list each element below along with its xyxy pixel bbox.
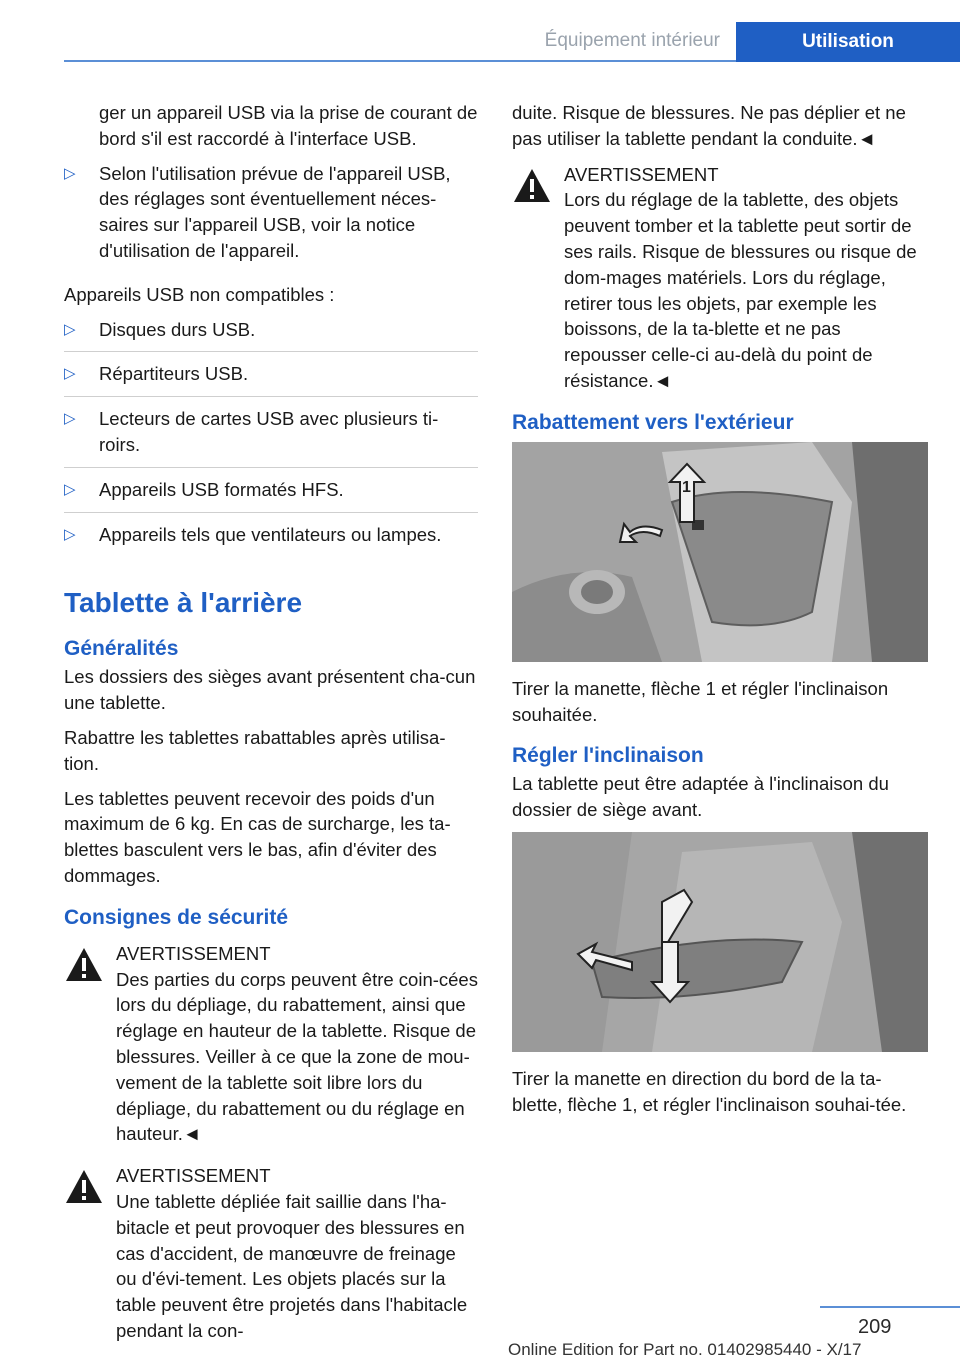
list-item: [64, 522, 478, 557]
fold-heading: Rabattement vers l'extérieur: [512, 410, 794, 434]
list-item-text: Selon l'utilisation prévue de l'appareil USB, des réglages sont éventuellement néces-saires sur l'appareil USB, voir la notice d'utilisation de l'appareil.: [99, 162, 451, 261]
warning-triangle-icon: [64, 945, 104, 985]
warning-continuation: duite. Risque de blessures. Ne pas déplier et ne pas utiliser la tablette pendant la conduite.◄: [512, 102, 906, 149]
list-item-text: Appareils USB formatés HFS.: [99, 478, 344, 500]
footer-rule: [820, 1306, 960, 1308]
general-heading: Généralités: [64, 637, 179, 661]
list-item-text: Lecteurs de cartes USB avec plusieurs ti-roirs.: [99, 408, 439, 455]
list-item-text: Disques durs USB.: [99, 318, 256, 340]
seat-tray-tilt-illustration: [512, 832, 928, 1052]
warning-text: Une tablette dépliée fait saillie dans l'ha-bitacle et peut provoquer des blessures en cas d'accident, de manœuvre de freinage ou d'évi-tement. Les objets placés sur la table peuvent être projetés dans l'habitacle pendant la con-: [116, 1190, 468, 1341]
list-item-text: Appareils tels que ventilateurs ou lampes.: [99, 523, 442, 545]
list-item: [64, 477, 478, 513]
arrow-label: 1: [682, 478, 691, 496]
warning-text: Lors du réglage de la tablette, des objets peuvent tomber et la tablette peut sortir de ses rails. Risque de blessures ou risque de dom-mages matériels. Lors du réglage, retirer tous les objets, par exemple les boissons, de la ta-blette et ne pas repousser celle-ci au-delà du point de résistance.◄: [564, 189, 917, 391]
footer-edition: Online Edition for Part no. 01402985440 - X/17: [508, 1340, 862, 1359]
header-section: Équipement intérieur: [544, 30, 720, 51]
triangle-right-icon: ▷: [64, 320, 76, 338]
triangle-right-icon: ▷: [64, 365, 76, 383]
section-heading: Tablette à l'arrière: [64, 587, 303, 619]
right-column: [512, 100, 928, 1127]
intro-continuation: ger un appareil USB via la prise de courant de bord s'il est raccordé à l'interface USB.: [99, 102, 478, 149]
tilt-text: La tablette peut être adaptée à l'inclinaison du dossier de siège avant.: [512, 773, 889, 821]
triangle-right-icon: ▷: [64, 164, 76, 182]
fold-caption: Tirer la manette, flèche 1 et régler l'inclinaison souhaitée.: [512, 677, 889, 725]
warning-text: Des parties du corps peuvent être coin-cées lors du dépliage, du rabattement, ainsi que réglage en hauteur de la tablette. Risque de blessures. Veiller à ce que la zone de mou-vement de la tablette soit libre lors du dépliage, du rabattement ou du réglage en hauteur.◄: [116, 968, 478, 1145]
incompatible-label: Appareils USB non compatibles :: [64, 283, 335, 305]
illustration-fold-out: [512, 442, 928, 662]
warning-block: [64, 941, 478, 1147]
triangle-right-icon: ▷: [64, 410, 76, 428]
intro-list: [64, 161, 478, 273]
warning-title: AVERTISSEMENT: [116, 942, 271, 964]
general-paragraph: Les tablettes peuvent recevoir des poids d'un maximum de 6 kg. En cas de surcharge, les ta-blettes basculent vers le bas, afin d'éviter des dommages.: [64, 787, 451, 886]
tilt-caption: Tirer la manette en direction du bord de la ta-blette, flèche 1, et régler l'inclinaison souhai-tée.: [512, 1067, 907, 1115]
list-item-text: Répartiteurs USB.: [99, 363, 249, 385]
seat-tray-illustration: [512, 442, 928, 662]
tilt-heading: Régler l'inclinaison: [512, 744, 704, 768]
list-item: [64, 317, 478, 353]
triangle-right-icon: ▷: [64, 480, 76, 498]
warning-triangle-icon: [512, 166, 552, 206]
warning-block: [64, 1163, 478, 1344]
warning-title: AVERTISSEMENT: [564, 163, 719, 185]
warning-title: AVERTISSEMENT: [116, 1165, 271, 1187]
left-column: [64, 100, 478, 1360]
illustration-tilt: [512, 832, 928, 1052]
warning-block: [512, 162, 928, 394]
general-paragraph: Rabattre les tablettes rabattables après utilisa-tion.: [64, 726, 446, 774]
incompatible-list: [64, 317, 478, 557]
warning-triangle-icon: [64, 1167, 104, 1207]
list-item: [64, 161, 478, 273]
page-number: 209: [858, 1316, 892, 1338]
list-item: [64, 361, 478, 397]
safety-heading: Consignes de sécurité: [64, 905, 289, 929]
triangle-right-icon: ▷: [64, 525, 76, 543]
list-item: [64, 406, 478, 468]
general-paragraph: Les dossiers des sièges avant présentent cha-cun une tablette.: [64, 666, 476, 714]
header-tab-utilisation[interactable]: Utilisation: [736, 22, 960, 62]
